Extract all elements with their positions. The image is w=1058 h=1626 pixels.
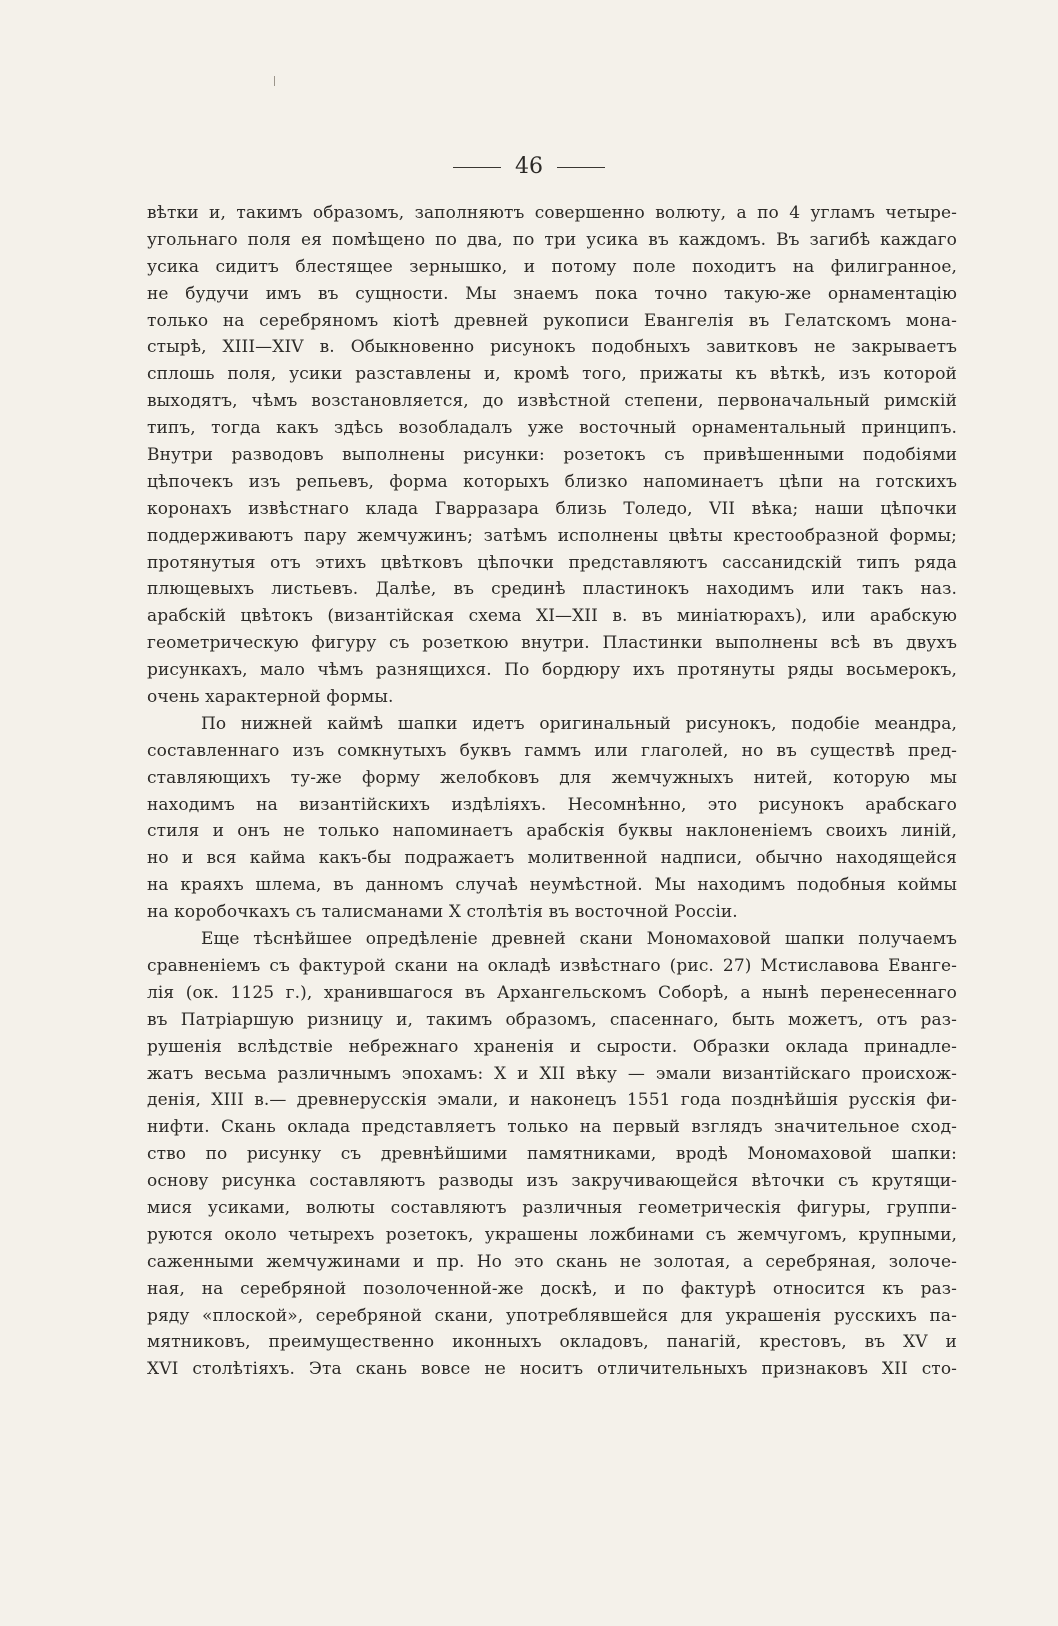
- body-text: [147, 200, 957, 1383]
- text-line: арабскій цвѣтокъ (византійская схема XI—XII в. въ миніатюрахъ), или арабскую: [147, 606, 957, 627]
- text-line: находимъ на византійскихъ издѣліяхъ. Несомнѣнно, это рисунокъ арабскаго: [147, 794, 957, 815]
- text-line: нифти. Скань оклада представляетъ только на первый взглядъ значительное сход-: [147, 1117, 957, 1138]
- text-line: на краяхъ шлема, въ данномъ случаѣ неумѣстной. Мы находимъ подобныя коймы: [147, 875, 957, 896]
- text-line: ставляющихъ ту-же форму желобковъ для жемчужныхъ нитей, которую мы: [147, 767, 957, 788]
- scan-mark: [274, 76, 275, 86]
- text-line: XVI столѣтіяхъ. Эта скань вовсе не носитъ отличительныхъ признаковъ XII сто-: [147, 1359, 957, 1380]
- text-line: на коробочкахъ съ талисманами X столѣтія въ восточной Россіи.: [147, 902, 738, 923]
- text-line: жатъ весьма различнымъ эпохамъ: X и XII вѣку — эмали византійскаго происхож-: [147, 1063, 957, 1084]
- text-line: но и вся кайма какъ-бы подражаетъ молитвенной надписи, обычно находящейся: [147, 848, 957, 869]
- header-rule-right: [557, 167, 605, 168]
- text-line: саженными жемчужинами и пр. Но это скань не золотая, а серебряная, золоче-: [147, 1251, 957, 1272]
- text-line: выходятъ, чѣмъ возстановляется, до извѣстной степени, первоначальный римскій: [147, 391, 957, 412]
- text-line: По нижней каймѣ шапки идетъ оригинальный рисунокъ, подобіе меандра,: [201, 713, 957, 734]
- text-line: коронахъ извѣстнаго клада Гварразара близь Толедо, VII вѣка; наши цѣпочки: [147, 498, 957, 519]
- text-line: мися усиками, волюты составляютъ различныя геометрическія фигуры, группи-: [147, 1197, 957, 1218]
- text-line: Еще тѣснѣйшее опредѣленіе древней скани Мономаховой шапки получаемъ: [201, 929, 957, 950]
- text-line: не будучи имъ въ сущности. Мы знаемъ пока точно такую-же орнаментацію: [147, 283, 957, 304]
- text-line: сплошь поля, усики разставлены и, кромѣ того, прижаты къ вѣткѣ, изъ которой: [147, 364, 957, 385]
- paragraph: [147, 200, 957, 711]
- text-line: Внутри разводовъ выполнены рисунки: розетокъ съ привѣшенными подобіями: [147, 445, 957, 466]
- text-line: сравненіемъ съ фактурой скани на окладѣ извѣстнаго (рис. 27) Мстиславова Еванге-: [147, 955, 957, 976]
- text-line: руются около четырехъ розетокъ, украшены ложбинами съ жемчугомъ, крупными,: [147, 1224, 957, 1245]
- text-line: лія (ок. 1125 г.), хранившагося въ Архангельскомъ Соборѣ, а нынѣ перенесеннаго: [147, 982, 957, 1003]
- text-line: цѣпочекъ изъ репьевъ, форма которыхъ близко напоминаетъ цѣпи на готскихъ: [147, 471, 957, 492]
- page-number: 46: [515, 154, 543, 179]
- text-line: основу рисунка составляютъ разводы изъ закручивающейся вѣточки съ крутящи-: [147, 1171, 957, 1192]
- text-line: мятниковъ, преимущественно иконныхъ окладовъ, панагій, крестовъ, въ XV и: [147, 1332, 957, 1353]
- text-line: денія, XIII в.— древнерусскія эмали, и наконецъ 1551 года позднѣйшія русскія фи-: [147, 1090, 957, 1111]
- text-line: плющевыхъ листьевъ. Далѣе, въ срединѣ пластинокъ находимъ или такъ наз.: [147, 579, 957, 600]
- text-line: только на серебряномъ кіотѣ древней рукописи Евангелія въ Гелатскомъ мона-: [147, 310, 957, 331]
- text-line: протянутыя отъ этихъ цвѣтковъ цѣпочки представляютъ сассанидскій типъ ряда: [147, 552, 957, 573]
- paragraph: [147, 711, 957, 926]
- text-line: стиля и онъ не только напоминаетъ арабскія буквы наклоненіемъ своихъ линій,: [147, 821, 957, 842]
- text-line: вѣтки и, такимъ образомъ, заполняютъ совершенно волюту, а по 4 угламъ четыре-: [147, 203, 957, 223]
- text-line: ная, на серебряной позолоченной-же доскѣ, и по фактурѣ относится къ раз-: [147, 1278, 957, 1299]
- text-line: рушенія вслѣдствіе небрежнаго храненія и сырости. Образки оклада принадле-: [147, 1036, 957, 1057]
- page-header: [0, 152, 1058, 182]
- text-line: угольнаго поля ея помѣщено по два, по три усика въ каждомъ. Въ загибѣ каждаго: [147, 229, 957, 250]
- header-rule-left: [453, 167, 501, 168]
- text-line: усика сидитъ блестящее зернышко, и потому поле походитъ на филигранное,: [147, 256, 957, 277]
- text-line: поддерживаютъ пару жемчужинъ; затѣмъ исполнены цвѣты крестообразной формы;: [147, 525, 957, 546]
- text-line: очень характерной формы.: [147, 687, 394, 708]
- text-line: геометрическую фигуру съ розеткою внутри. Пластинки выполнены всѣ въ двухъ: [147, 633, 957, 654]
- text-line: ство по рисунку съ древнѣйшими памятниками, вродѣ Мономаховой шапки:: [147, 1144, 957, 1165]
- text-line: типъ, тогда какъ здѣсь возобладалъ уже восточный орнаментальный принципъ.: [147, 418, 957, 439]
- text-line: ряду «плоской», серебряной скани, употреблявшейся для украшенія русскихъ па-: [147, 1305, 957, 1326]
- text-line: составленнаго изъ сомкнутыхъ буквъ гаммъ или глаголей, но въ существѣ пред-: [147, 740, 957, 761]
- text-line: въ Патріаршую ризницу и, такимъ образомъ, спасеннаго, быть можетъ, отъ раз-: [147, 1009, 957, 1030]
- text-line: рисункахъ, мало чѣмъ разнящихся. По бордюру ихъ протянуты ряды восьмерокъ,: [147, 660, 957, 681]
- text-line: стырѣ, XIII—XIV в. Обыкновенно рисунокъ подобныхъ завитковъ не закрываетъ: [147, 337, 957, 358]
- paragraph: [147, 926, 957, 1383]
